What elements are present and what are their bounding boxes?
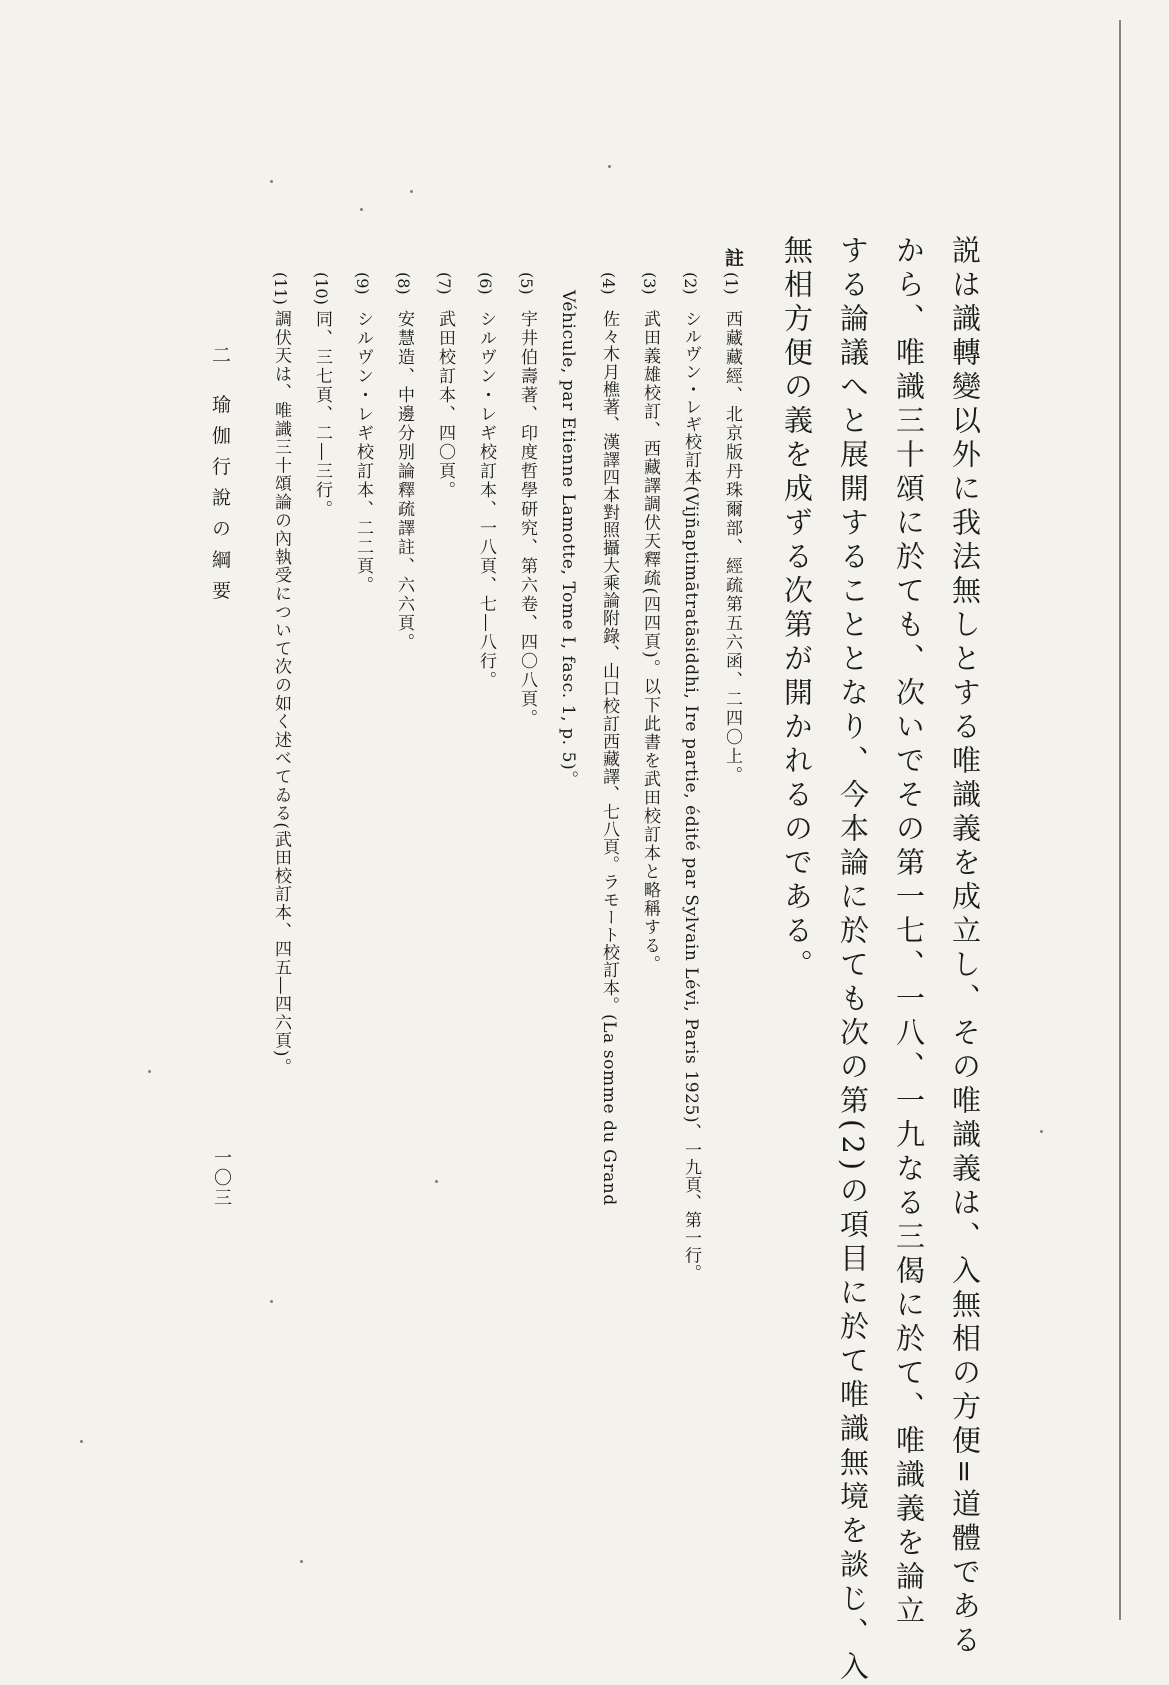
scan-speck bbox=[360, 208, 363, 211]
notes-heading: 註 bbox=[722, 248, 744, 269]
note-text: シルヴン・レギ校訂本、一八頁、七―八行。 bbox=[476, 310, 496, 690]
note-text: シルヴン・レギ校訂本、二二頁。 bbox=[353, 310, 373, 595]
scan-speck bbox=[80, 1440, 83, 1443]
note-number: (7) bbox=[435, 272, 454, 295]
note-text: 宇井伯壽著、印度哲學研究、第六卷、四〇八頁。 bbox=[517, 310, 537, 728]
note-number: (3) bbox=[640, 272, 659, 295]
scan-speck bbox=[270, 180, 273, 183]
note-number: (5) bbox=[517, 272, 536, 295]
note-number: (8) bbox=[394, 272, 413, 295]
note-text: 武田校訂本、四〇頁。 bbox=[435, 310, 455, 500]
note-number: (10) bbox=[312, 272, 331, 305]
note-text-continued: Véhicule, par Etienne Lamotte, Tome I, fasc. 1, p. 5)。 bbox=[558, 290, 578, 788]
scan-speck bbox=[148, 1070, 151, 1073]
note-text: 佐々木月樵著、漢譯四本對照攝大乘論附錄、山口校訂西藏譯、七八頁。ラモート校訂本。(La somme du Grand bbox=[599, 310, 619, 1206]
running-head: 二 瑜伽行說の綱要 bbox=[209, 345, 231, 612]
note-text: 西藏藏經、北京版丹珠爾部、經疏第五六函、二四〇上。 bbox=[722, 310, 742, 785]
note-number: (6) bbox=[476, 272, 495, 295]
scan-speck bbox=[435, 1180, 438, 1183]
scan-speck bbox=[1040, 1130, 1043, 1133]
note-text: 同、三七頁、二―三行。 bbox=[312, 310, 332, 519]
note-text: 武田義雄校訂、西藏譯調伏天釋疏(四四頁)。以下此書を武田校訂本と略稱する。 bbox=[640, 310, 660, 974]
body-line-4: 無相方便の義を成ずる次第が開かれるのである。 bbox=[780, 235, 814, 983]
note-text: シルヴン・レギ校訂本(Vijñaptimātratāsiddhi, Ire partie, édité par Sylvain Lévi, Paris 1925)、一九頁、第一行。 bbox=[681, 310, 701, 1282]
note-text: 安慧造、中邊分別論釋疏譯註、六六頁。 bbox=[394, 310, 414, 652]
body-line-1: 説は識轉變以外に我法無しとする唯識義を成立し、その唯識義は、入無相の方便=道體である bbox=[948, 235, 982, 1659]
note-number: (2) bbox=[681, 272, 700, 295]
page-number: 一〇三 bbox=[211, 1148, 232, 1208]
body-line-3: する論議へと展開することとなり、今本論に於ても次の第(2)の項目に於て唯識無境を談じ、入 bbox=[836, 235, 870, 1685]
scan-speck bbox=[608, 165, 611, 168]
note-text: 調伏天は、唯識三十頌論の內執受について次の如く述べてゐる(武田校訂本、四五―四六頁)。 bbox=[271, 310, 291, 1077]
scan-speck bbox=[410, 190, 413, 193]
note-number: (9) bbox=[353, 272, 372, 295]
scan-speck bbox=[300, 1560, 303, 1563]
note-number: (1) bbox=[722, 272, 741, 295]
body-line-2: から、唯識三十頌に於ても、次いでその第一七、一八、一九なる三偈に於て、唯識義を論立 bbox=[892, 235, 926, 1629]
scan-speck bbox=[270, 1300, 273, 1303]
binding-edge bbox=[1119, 20, 1169, 1620]
note-number: (4) bbox=[599, 272, 618, 295]
note-number: (11) bbox=[271, 272, 290, 305]
